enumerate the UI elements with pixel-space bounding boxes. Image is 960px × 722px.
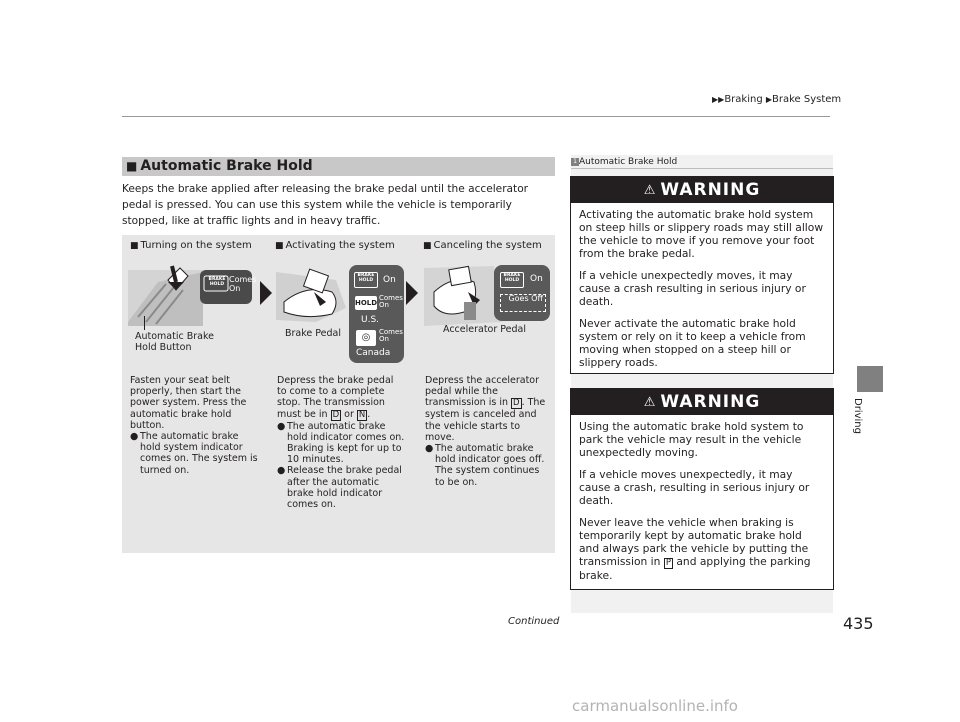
warning-triangle-icon: ⚠ [643, 394, 657, 410]
caption-brake-pedal: Brake Pedal [285, 328, 341, 339]
hold-state: Comes On [379, 294, 403, 309]
bullet-icon: ● [277, 420, 286, 432]
list-item: ● The automatic brake hold indicator goes off. The system continues to be on. [425, 443, 545, 488]
square-bullet-icon: ■ [126, 159, 138, 173]
heading-activating: ■ Activating the system [275, 240, 395, 251]
section-title [126, 157, 313, 176]
gear-n-symbol: N [358, 409, 366, 420]
page-number: 435 [843, 614, 874, 633]
chapter-tab [857, 366, 883, 392]
column-1-text [130, 375, 262, 476]
step-arrow-icon [260, 281, 272, 305]
leader-line [144, 316, 145, 330]
column-3-text [425, 375, 550, 488]
bullet-icon: ● [277, 465, 286, 477]
us-label: U.S. [361, 315, 380, 325]
bullet-icon: ● [130, 431, 139, 443]
gear-d-symbol: D [513, 398, 520, 409]
step-text: Depress the brake pedal to come to a complete stop. The transmission must be in D or N . [277, 375, 394, 420]
off-state: Goes Off [500, 294, 546, 312]
note-ref-icon: 1 [571, 158, 579, 166]
brake-circle-icon: ◎ [356, 330, 376, 346]
gear-d-symbol: D [332, 409, 340, 420]
brake-hold-indicator: BRAKE HOLD [208, 277, 226, 287]
accelerator-illustration [424, 262, 554, 362]
warning-box-1 [570, 176, 834, 374]
brake-hold-indicator: BRAKE HOLD [500, 272, 524, 288]
breadcrumb-braking[interactable]: Braking [724, 94, 763, 105]
brake-pedal-drawing [276, 262, 352, 332]
gear-p-symbol: P [665, 558, 671, 568]
indicator-state: Comes On [229, 275, 257, 293]
section-title-text: Automatic Brake Hold [140, 158, 313, 174]
canada-label: Canada [356, 348, 391, 358]
step-text: Fasten your seat belt properly, then start the power system. Press the automatic brake hold button. [130, 375, 247, 431]
hold-indicator: HOLD [355, 296, 377, 310]
continued-label: Continued [508, 616, 560, 627]
notes-heading: 1 Automatic Brake Hold [571, 157, 677, 167]
indicator-state: On [383, 275, 396, 285]
warning-header: ⚠ WARNING [571, 389, 833, 415]
column-2-text [277, 375, 405, 510]
indicator-state: On [530, 274, 543, 284]
canada-state: Comes On [379, 328, 403, 343]
heading-canceling: ■ Canceling the system [423, 240, 542, 251]
section-intro: Keeps the brake applied after releasing the brake pedal until the accelerator pedal is pressed. You can use this system while the vehicle is temporarily stopped, like at traffic lights and in heavy traffic. [122, 183, 529, 227]
arrow-icon: ▶ [765, 95, 773, 104]
warning-header: ⚠ WARNING [571, 177, 833, 203]
list-item: ● The automatic brake hold indicator comes on. Braking is kept for up to 10 minutes. [277, 420, 405, 466]
accelerator-pedal-drawing [424, 262, 504, 332]
breadcrumb [712, 94, 841, 105]
double-arrow-icon: ▶▶ [712, 95, 725, 104]
list-item: ● Release the brake pedal after the automatic brake hold indicator comes on. [277, 465, 402, 511]
step-text: Depress the accelerator pedal while the transmission is in D . The system is canceled and the vehicle starts to move. [425, 375, 546, 443]
caption-accelerator: Accelerator Pedal [443, 324, 527, 335]
warning-body: Activating the automatic brake hold system on steep hills or slippery roads may still allow the vehicle to move if you remove your foot from the brake pedal. If a vehicle unexpectedly moves, it may cause a crash resulting in serious injury or death. Never activate the automatic brake hold system or rely on it to keep a vehicle from moving when stopped on a steep hill or slippery roads. [579, 208, 824, 369]
caption-hold-button: Automatic Brake Hold Button [135, 331, 214, 353]
warning-box-2 [570, 388, 834, 590]
brake-pedal-illustration [276, 262, 411, 362]
list-item: ● The automatic brake hold system indicator comes on. The system is turned on. [130, 431, 258, 476]
brake-hold-indicator: BRAKE HOLD [354, 272, 378, 288]
warning-body: Using the automatic brake hold system to park the vehicle may result in the vehicle unexpectedly moving. If a vehicle moves unexpectedly, it may cause a crash, resulting in serious injury or death. Never leave the vehicle when braking is temporarily kept by automatic brake hold and always park the vehicle by putting the transmission in P and applying the parking brake. [579, 420, 811, 582]
step-arrow-icon [406, 281, 418, 305]
square-bullet-icon: ■ [130, 241, 139, 251]
watermark: carmanualsonline.info [572, 697, 738, 715]
breadcrumb-brake-system[interactable]: Brake System [772, 94, 842, 105]
bullet-icon: ● [425, 443, 434, 455]
console-button-drawing [128, 262, 256, 332]
warning-triangle-icon: ⚠ [643, 182, 657, 198]
header-rule [122, 116, 830, 117]
square-bullet-icon: ■ [275, 241, 284, 251]
notes-rule [571, 168, 833, 169]
heading-turning-on: ■ Turning on the system [130, 240, 252, 251]
chapter-label: Driving [852, 398, 863, 434]
square-bullet-icon: ■ [423, 241, 432, 251]
